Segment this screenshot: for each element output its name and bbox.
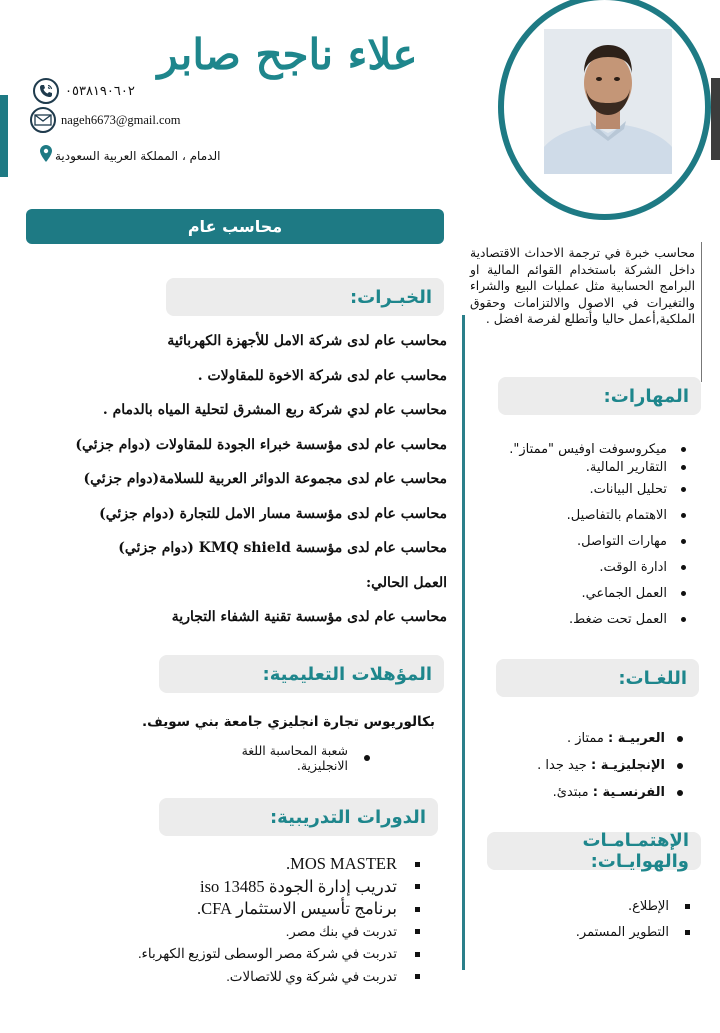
bullet-icon <box>681 617 686 622</box>
current-work-label: العمل الحالي: <box>365 574 447 591</box>
course-item: تدريب إدارة الجودة iso 13485 <box>120 876 420 899</box>
skill-item: العمل الجماعي. <box>490 580 686 606</box>
experience-item: محاسب عام لدى مؤسسة KMQ shield (دوام جزئي) <box>118 540 447 556</box>
experience-item: محاسب عام لدى مؤسسة مسار الامل للتجارة (دوام جزئي) <box>99 505 447 522</box>
education-heading: المؤهلات التعليمية: <box>159 655 444 693</box>
bullet-icon <box>677 763 683 769</box>
experience-heading: الخبـرات: <box>166 278 444 316</box>
profile-photo <box>544 29 672 174</box>
square-bullet-icon <box>415 862 420 867</box>
experience-item: محاسب عام لدي شركة ربع المشرق لتحلية المياه بالدمام . <box>102 402 447 418</box>
square-bullet-icon <box>685 904 690 909</box>
skill-item: تحليل البيانات. <box>490 476 686 502</box>
skill-item: العمل تحت ضغط. <box>490 606 686 632</box>
square-bullet-icon <box>685 930 690 935</box>
interests-heading: الإهتمـامـات والهوايـات: <box>487 832 701 870</box>
bullet-icon <box>364 755 370 761</box>
bullet-icon <box>681 565 686 570</box>
left-edge-accent <box>0 95 8 177</box>
course-item: تدربت في شركة مصر الوسطى لتوزيع الكهرباء. <box>120 943 420 966</box>
skills-list <box>490 440 686 632</box>
phone-row <box>33 78 135 104</box>
interest-item: الإطلاع. <box>540 893 690 919</box>
column-divider <box>462 315 465 970</box>
course-item: MOS MASTER. <box>120 853 420 876</box>
phone-number: ٠٥٣٨١٩٠٦٠٢ <box>65 83 135 99</box>
location-row <box>40 145 220 166</box>
bullet-icon <box>681 447 686 452</box>
summary-rule <box>701 242 702 382</box>
email-icon <box>30 107 56 133</box>
bullet-icon <box>677 790 683 796</box>
skill-item: مهارات التواصل. <box>490 528 686 554</box>
profile-photo-frame <box>498 0 711 220</box>
language-item: الفرنسـية : مبتدئ. <box>500 779 683 806</box>
education-degree: بكالوريوس تجارة انجليزي جامعة بني سويف. <box>142 714 435 730</box>
course-item: برنامج تأسيس الاستثمار CFA. <box>120 898 420 921</box>
skill-item: ميكروسوفت اوفيس "ممتاز". <box>490 440 686 458</box>
experience-list <box>55 330 447 641</box>
experience-item: محاسب عام لدى مجموعة الدوائر العربية للسلامة(دوام جزئي) <box>83 471 447 487</box>
skill-item: ادارة الوقت. <box>490 554 686 580</box>
education-branch: شعبة المحاسبة اللغة الانجليزية. <box>241 743 348 773</box>
languages-list <box>500 725 683 806</box>
experience-item-current: محاسب عام لدى مؤسسة تقنية الشفاء التجارية <box>171 609 447 625</box>
interests-list <box>540 893 690 945</box>
location-text: الدمام ، المملكة العربية السعودية <box>55 148 221 163</box>
courses-heading: الدورات التدريبية: <box>159 798 438 836</box>
languages-heading: اللغـات: <box>496 659 699 697</box>
square-bullet-icon <box>415 974 420 979</box>
skill-item: الاهتمام بالتفاصيل. <box>490 502 686 528</box>
language-item: العربيـة : ممتاز . <box>500 725 683 752</box>
bullet-icon <box>681 591 686 596</box>
phone-icon <box>33 78 59 104</box>
skill-item: التقارير المالية. <box>490 458 686 476</box>
location-pin-icon <box>40 145 52 166</box>
experience-item: محاسب عام لدى مؤسسة خبراء الجودة للمقاولات (دوام جزئي) <box>75 436 447 453</box>
course-item: تدربت في بنك مصر. <box>120 921 420 944</box>
square-bullet-icon <box>415 907 420 912</box>
experience-item: محاسب عام لدى شركة الامل للأجهزة الكهربائية <box>167 333 447 349</box>
right-edge-accent <box>711 78 720 160</box>
education-branch-row <box>190 743 370 773</box>
interest-item: التطوير المستمر. <box>540 919 690 945</box>
email-row <box>30 107 180 133</box>
square-bullet-icon <box>415 929 420 934</box>
language-item: الإنجليزيـة : جيد جدا . <box>500 752 683 779</box>
bullet-icon <box>681 539 686 544</box>
bullet-icon <box>681 465 686 470</box>
profile-summary: محاسب خبرة في ترجمة الاحداث الاقتصادية داخل الشركة باستخدام القوائم المالية او البرامج الحسابية مثل عمليات البيع والشراء والتغيرات في الاصول والالتزامات وحقوق الملكية,أعمل حاليا وأتطلع لفرصة افضل . <box>470 246 695 326</box>
courses-list <box>120 853 420 988</box>
square-bullet-icon <box>415 952 420 957</box>
email-address[interactable]: nageh6673@gmail.com <box>61 112 181 127</box>
square-bullet-icon <box>415 884 420 889</box>
job-title-bar: محاسب عام <box>26 209 444 244</box>
course-item: تدربت في شركة وي للاتصالات. <box>120 966 420 989</box>
candidate-name: علاء ناجح صابر <box>157 30 418 79</box>
skills-heading: المهارات: <box>498 377 701 415</box>
bullet-icon <box>681 513 686 518</box>
bullet-icon <box>677 736 683 742</box>
experience-item: محاسب عام لدى شركة الاخوة للمقاولات . <box>197 367 447 384</box>
bullet-icon <box>681 487 686 492</box>
